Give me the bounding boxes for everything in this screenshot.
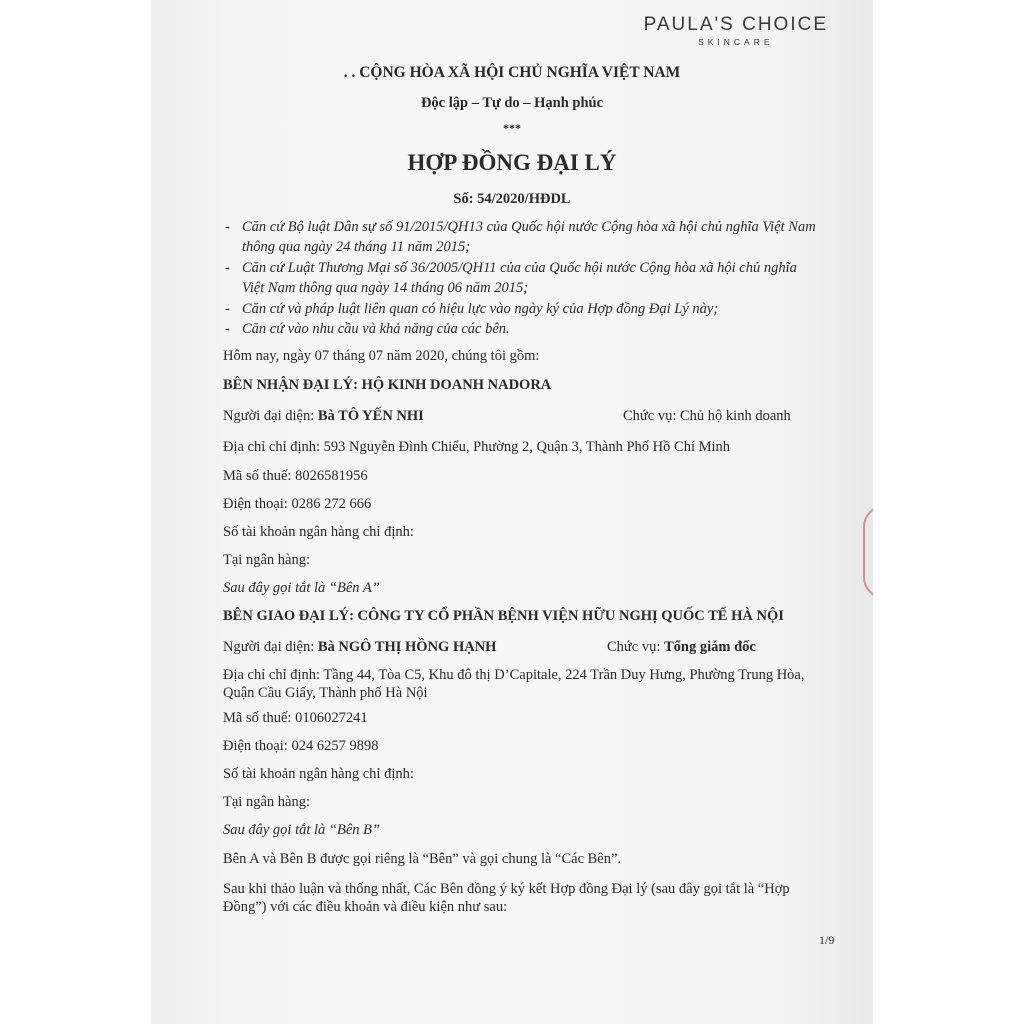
rep-name: Bà TÔ YẾN NHI	[317, 408, 424, 424]
legal-basis-line: Việt Nam thông qua ngày 14 tháng 06 năm 2015;	[242, 280, 529, 296]
document-page	[151, 0, 873, 1024]
brand-sub: SKINCARE	[698, 37, 774, 47]
intro-date-line: Hôm nay, ngày 07 tháng 07 năm 2020, chúng tôi gồm:	[223, 348, 540, 364]
page-number: 1/9	[819, 933, 835, 947]
stars-divider: ***	[503, 121, 521, 135]
bullet-dash: -	[225, 321, 230, 337]
republic-heading: . . CỘNG HÒA XÃ HỘI CHỦ NGHĨA VIỆT NAM	[343, 64, 681, 81]
legal-basis-line: Căn cứ Bộ luật Dân sự số 91/2015/QH13 của Quốc hội nước Cộng hòa xã hội chủ nghĩa Việt Nam	[242, 219, 816, 235]
agreement-line: Sau khi thảo luận và thống nhất, Các Bên đồng ý ký kết Hợp đồng Đại lý (sau đây gọi tắt là “Hợp	[223, 881, 790, 897]
brand-logo	[644, 14, 828, 47]
party-a-heading: BÊN NHẬN ĐẠI LÝ: HỘ KINH DOANH NADORA	[223, 377, 552, 393]
bullet-dash: -	[225, 219, 230, 235]
legal-basis-item	[225, 260, 797, 297]
party-b-representative	[223, 639, 496, 656]
party-b-bank-account: Số tài khoản ngân hàng chỉ định:	[223, 766, 414, 782]
party-a-tax-code: Mã số thuế: 8026581956	[223, 468, 368, 484]
legal-basis-line: Căn cứ Luật Thương Mại số 36/2005/QH11 của của Quốc hội nước Cộng hòa xã hội chủ nghĩa	[242, 260, 797, 276]
party-a-bank: Tại ngân hàng:	[223, 552, 310, 568]
party-b-bank: Tại ngân hàng:	[223, 794, 310, 810]
party-a-address: Địa chỉ chỉ định: 593 Nguyễn Đình Chiểu, Phường 2, Quận 3, Thành Phố Hồ Chí Minh	[223, 439, 731, 455]
party-a-representative	[223, 408, 424, 425]
party-b-position	[607, 639, 756, 656]
agreement-line: Đồng”) với các điều khoản và điều kiện như sau:	[223, 899, 508, 915]
party-a-bank-account: Số tài khoản ngân hàng chỉ định:	[223, 524, 414, 540]
party-a-phone: Điện thoại: 0286 272 666	[223, 496, 372, 512]
definition-line: Bên A và Bên B được gọi riêng là “Bên” và gọi chung là “Các Bên”.	[223, 851, 622, 867]
legal-basis-line: Căn cứ và pháp luật liên quan có hiệu lực vào ngày ký của Hợp đồng Đại Lý này;	[242, 301, 719, 317]
legal-basis-item	[225, 219, 816, 256]
legal-basis-item	[225, 321, 510, 338]
position-value: Tổng giám đốc	[664, 639, 756, 655]
party-b-heading: BÊN GIAO ĐẠI LÝ: CÔNG TY CỔ PHẦN BỆNH VIỆN HỮU NGHỊ QUỐC TẾ HÀ NỘI	[223, 608, 784, 624]
legal-basis-item	[225, 301, 719, 318]
party-b-address-line: Quận Cầu Giấy, Thành phố Hà Nội	[223, 685, 428, 701]
bullet-dash: -	[225, 260, 230, 276]
party-b-alias: Sau đây gọi tắt là “Bên B”	[223, 822, 381, 838]
document-number: Số: 54/2020/HĐDL	[453, 191, 571, 207]
motto: Độc lập – Tự do – Hạnh phúc	[420, 95, 604, 111]
party-a-alias: Sau đây gọi tắt là “Bên A”	[223, 580, 380, 596]
bullet-dash: -	[225, 301, 230, 317]
document-title: HỢP ĐỒNG ĐẠI LÝ	[407, 150, 617, 175]
legal-basis-line: thông qua ngày 24 tháng 11 năm 2015;	[242, 239, 471, 255]
rep-name: Bà NGÔ THỊ HỒNG HẠNH	[317, 639, 497, 655]
legal-basis-line: Căn cứ vào nhu cầu và khả năng của các bên.	[242, 321, 510, 337]
rep-label: Người đại diện:	[223, 408, 318, 424]
position-label: Chức vụ:	[607, 639, 664, 655]
party-b-address-line: Địa chỉ chỉ định: Tầng 44, Tòa C5, Khu đô thị D’Capitale, 224 Trần Duy Hưng, Phường Trung Hòa,	[223, 667, 805, 683]
party-a-position: Chức vụ: Chủ hộ kinh doanh	[623, 408, 791, 424]
brand-name: PAULA'S CHOICE	[643, 14, 828, 35]
red-seal-stamp	[863, 505, 873, 599]
party-b-tax-code: Mã số thuế: 0106027241	[223, 710, 368, 726]
rep-label: Người đại diện:	[223, 639, 318, 655]
party-b-phone: Điện thoại: 024 6257 9898	[223, 738, 379, 754]
